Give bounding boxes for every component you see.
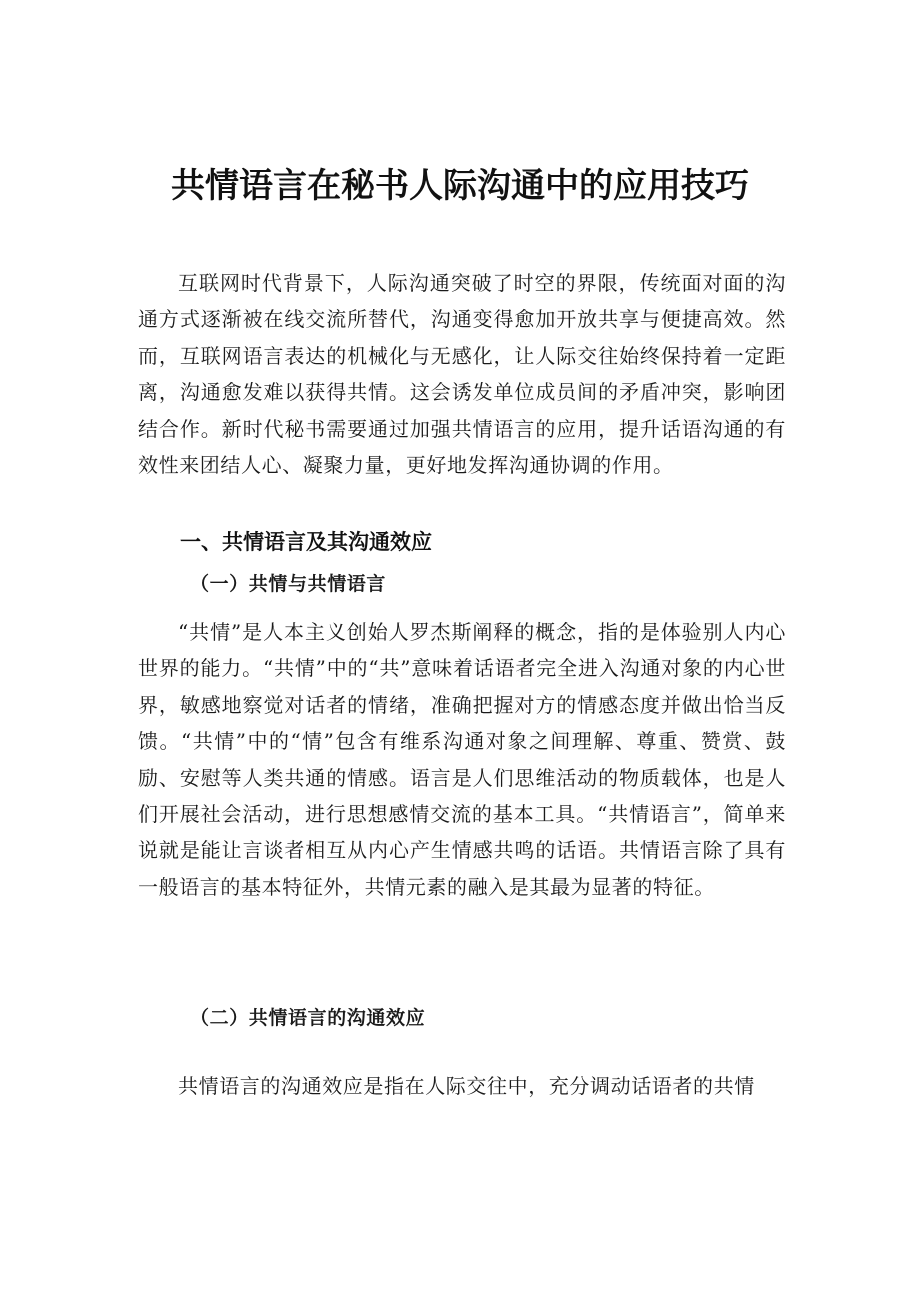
subsection-1-paragraph: “共情”是人本主义创始人罗杰斯阐释的概念，指的是体验别人内心世界的能力。“共情”中的“共”意味着话语者完全进入沟通对象的内心世界，敏感地察觉对话者的情绪，准确把握对方的情感态度并做出恰当反馈。“共情”中的“情”包含有维系沟通对象之间理解、尊重、赞赏、鼓励、安慰等人类共通的情感。语言是人们思维活动的物质载体，也是人们开展社会活动，进行思想感情交流的基本工具。“共情语言”，简单来说就是能让言谈者相互从内心产生情感共鸣的话语。共情语言除了具有一般语言的基本特征外，共情元素的融入是其最为显著的特征。 bbox=[138, 620, 786, 899]
subsection-1-heading: （一）共情与共情语言 bbox=[190, 573, 387, 595]
intro-paragraph: 互联网时代背景下，人际沟通突破了时空的界限，传统面对面的沟通方式逐渐被在线交流所替代，沟通变得愈加开放共享与便捷高效。然而，互联网语言表达的机械化与无感化，让人际交往始终保持着一定距离，沟通愈发难以获得共情。这会诱发单位成员间的矛盾冲突，影响团结合作。新时代秘书需要通过加强共情语言的应用，提升话语沟通的有效性来团结人心、凝聚力量，更好地发挥沟通协调的作用。 bbox=[138, 271, 786, 478]
subsection-2-heading: （二）共情语言的沟通效应 bbox=[190, 1007, 426, 1029]
section-1-heading: 一、共情语言及其沟通效应 bbox=[180, 530, 432, 554]
subsection-2-paragraph: 共情语言的沟通效应是指在人际交往中，充分调动话语者的共情 bbox=[178, 1074, 755, 1098]
document-title: 共情语言在秘书人际沟通中的应用技巧 bbox=[171, 166, 749, 206]
